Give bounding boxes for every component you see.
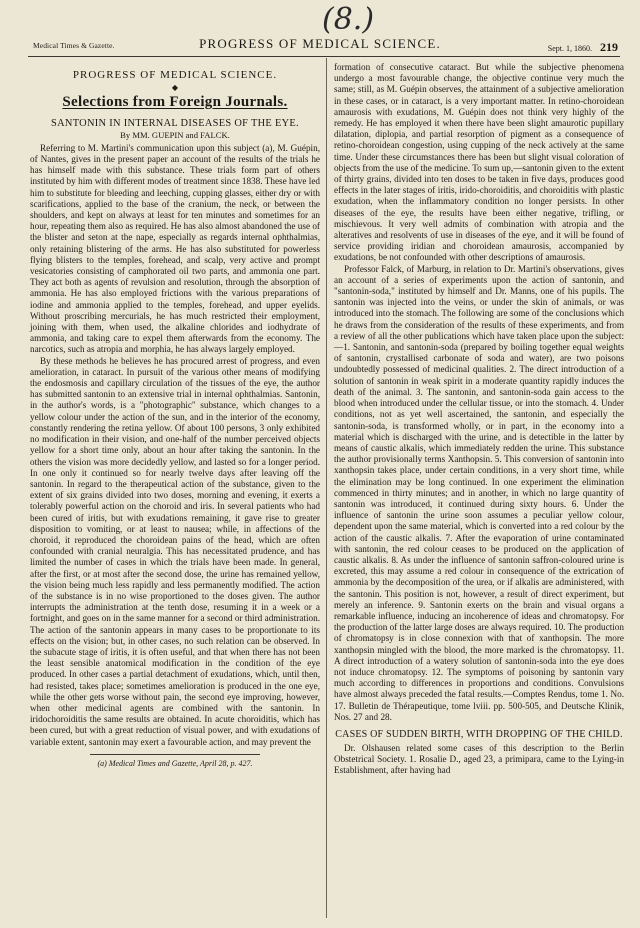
article-byline: By MM. GUEPIN and FALCK. [120,129,230,140]
selections-heading: Selections from Foreign Journals. [62,94,288,111]
page-number: 219 [600,40,618,54]
article-paragraph: formation of consecutive cataract. But while the subjective phenomena undergo a most favourable change, the objective continue very much the same; still, as M. Guépin observes, the attainment of a subjective amelioration in these cases, or in cataract, is a very important matter. In retino-choroidean amaurosis with exudations, M. Guépin does not think very highly of the remedy. He has employed it when there have been slight amaurotic pupillary dilatation, diplopia, and partial resorption of pigment as a consequence of retino-choroidean congestion, using cupping of the neck actively at the same time. Under these circumstances there has been but slight visual coloration of objects from the use of the medicine. To sum up,—santonin given to the extent of thirty grains, divided into ten doses to be taken in five days, produces good effects in the later stages of iritis, irido-choroiditis, and choroiditis with plastic exudation, when the inflammatory condition no longer persists. In other diseases of the eye, the results have been either negative, trifling, or mischievous. It very well admits of combination with atropia and the alteratives and resolvents of use in diseases of the eye, and it will be found of service providing iridian and choroidean amaurosis, accompanied by exudations, be not confounded with other descriptions of amaurosis. [334,62,624,263]
left-column [30,64,320,769]
right-column [334,62,624,777]
article-paragraph: Professor Falck, of Marburg, in relation to Dr. Martini's observations, gives an account of a series of experiments upon the action of santonin, and "santonin-soda," instituted by himself and Dr. Manns, one of his pupils. The santonin was injected into the veins, or under the skin of animals, or was introduced into the stomach. The following are some of the conclusions which he draws from the consideration of the results of these experiments, and from a review of all the other publications which have taken place upon the subject:—1. Santonin, and santonin-soda (prepared by boiling together equal weights of santonin, crystallised carbonate of soda and water), are two poisons undoubtedly possessed of medicinal qualities. 2. The direct introduction of a solution of santonin in weak spirit in a moderate quantity rapidly induces the death of the animal. 3. The santonin, and santonin-soda gain access to the blood when introduced under the cellular tissue, or into the stomach. 4. Under conditions, not as yet well ascertained, the santonin, and especially the santonin-soda, is transformed wholly, or in part, in the economy into a material which is discharged with the urine, and is detectible in the latter by means of caustic alkalis, which immediately redden the urine. This substance the author provisionally terms Xanthopsin. 5. This conversion of santonin into xanthopsin takes place, under certain conditions, in a very short time, while the elimination may be long continued. In one experiment the elimination commenced in thirty minutes; and in another, in which no large quantity of santonin was introduced, it continued during sixty hours. 6. Under the influence of santonin the urine soon assumes a peculiar yellow colour, dependent upon the same material, which is converted into a red colour by the action of the caustic alkalis. 7. After the evaporation of urine contaminated with santonin, the red colour ceases to be produced on the application of caustic alkalis. 8. As under the influence of santonin saffron-coloured urine is excreted, this may assume a red colour in consequence of the extrication of ammonia by the decomposition of the urea, or if alkalis are administered, with the santonin. This position is not, however, a result of direct experiment, but merely an inference. 9. Santonin exerts on the brain and visual organs a remarkable influence, inducing an incoherence of ideas and chromatopsy. For the production of the latter large doses are always required. 10. The production of chromatopsy is in close connexion with that of xanthopsin. The more xanthopsin mingled with the blood, the more marked is the chromatopsy. 11. A direct introduction of a watery solution of santonin-soda into the eye does not induce chromatopsy. 12. The symptoms of poisoning by santonin vary much according to differences in proportions and conditions. Convulsions have almost always preceded the fatal results.—Comptes Rendus, tome 1. No. 17. Bulletin de Thérapeutique, tome lviii. pp. 500-505, and Deutsche Klinik, Nos. 27 and 28. [334,263,624,722]
column-divider [326,58,327,918]
running-head-title: PROGRESS OF MEDICAL SCIENCE. [199,36,441,51]
article-paragraph: Referring to M. Martini's communication upon this subject (a), M. Guépin, of Nantes, gives in the present paper an account of the results of the trials he has himself made with this substance. These trials form part of others instituted by him with different modes of treatment since 1838. These have led him to substitute for bleeding and leeching, cupping glasses, either dry or with scarifications, applied to the base of the cranium, the neck, or between the shoulders, and kept on always at least for ten minutes and sometimes for an hour, repeating them also as required. He has also almost abandoned the use of the blister and seton at the nape, especially as regards internal ophthalmias, only retaining blistering of the arms. He has also substituted for powerless flying blisters to the temples, forehead, and scalp, very active and prompt vesicatories consisting of camphorated oil two parts, and ammonia one part. They act both as agents of revulsion and resolution, through the absorption of ammonia. He has also employed frictions with the various preparations of iodine and ammonia applied to the temples, forehead, and upper eyelids. Without proscribing mercurials, he has much restricted their employment, joining with them, when used, the alkaline chlorides and iodhydrate of ammonia, and taking care to expel them afterwards from the economy. The narcotics, such as atropia and morphia, he has always largely employed. [30,142,320,355]
article-paragraph: Dr. Olshausen related some cases of this description to the Berlin Obstetrical Society. 1. Rosalie D., aged 23, a primipara, came to the Lying-in Establishment, after having had [334,742,624,776]
running-head-date-page [548,40,618,55]
header-rule [28,56,620,57]
handwritten-page-mark: (8.) [322,2,375,37]
footnote: (a) Medical Times and Gazette, April 28, p. 427. [97,758,253,768]
issue-date: Sept. 1, 1860. [547,44,592,53]
footnote-rule [90,754,260,755]
article-title: CASES OF SUDDEN BIRTH, WITH DROPPING OF THE CHILD. [335,728,623,740]
article-title: SANTONIN IN INTERNAL DISEASES OF THE EYE. [51,118,299,130]
running-head-journal: Medical Times & Gazette. [33,41,115,50]
section-title: PROGRESS OF MEDICAL SCIENCE. [72,69,278,81]
article-paragraph: By these methods he believes he has procured arrest of progress, and even amelioration, in cataract. In pursuit of the various other means of modifying the endosmosis and capillary circulation of the tissues of the eye, the author has submitted santonin to an extensive trial in internal ophthalmias. Santonin, in the author's words, is a "photographic" substance, which changes to a yellow colour under the action of the sun, and in the interior of the economy, constantly rendering the retina yellow. Of about 100 persons, 3 only exhibited no modification in their vision, and one-half of the number perceived objects yellow for a short time only, about an hour after taking the santonin. In the others the vision was more decidedly yellow, and lasted so for a longer period. In one only it continued so for nearly twelve days after leaving off the santonin. In regard to the therapeutical action of the substance, given to the extent of six grains divided into two doses, morning and evening, it exerts a tolerably powerful action on the choroid and iris. In several patients who had been cured of iritis, but with exudations remaining, it gave rise to greater disposition to vomiting, or at least to nausea; while, in affections of the choroid, it reproduced the choroidean pains of the head, which are often confounded with cranial neuralgia. This has necessitated prudence, and has limited the number of cases in which the trials have been made. In general, after the first, or at most after the second dose, the urine has remained yellow, the vision being much less rapidly and less permanently modified. The action of the substance is in no wise proportioned to the doses given. The author interrupts the administration at the tenth dose, resuming it in a week or a fortnight, and goes on in the same manner for a second or third administration. The action of the santonin appears in many cases to be proportionate to its effects on the vision; but, in other cases, no such relation can be observed. In the subacute stage of iritis, it is often useful, and that when there has not been the least sensible anatomical modification in the condition of the eye produced. In other cases a partial detachment of exudations, which, until then, had resisted, takes place; sometimes amelioration is produced in the one eye, while the other gets worse without pain, the second eye improving, however, when other medicinal agents are combined with the santonin. In iridochoroiditis the same results are obtained. In acute choroiditis, which has been cured, but with a great reduction of visual power, and with exudations of variable extent, santonin may exert a favourable action, and may prevent the [30,355,320,747]
ornament-diamond-icon: ◆ [171,83,179,93]
